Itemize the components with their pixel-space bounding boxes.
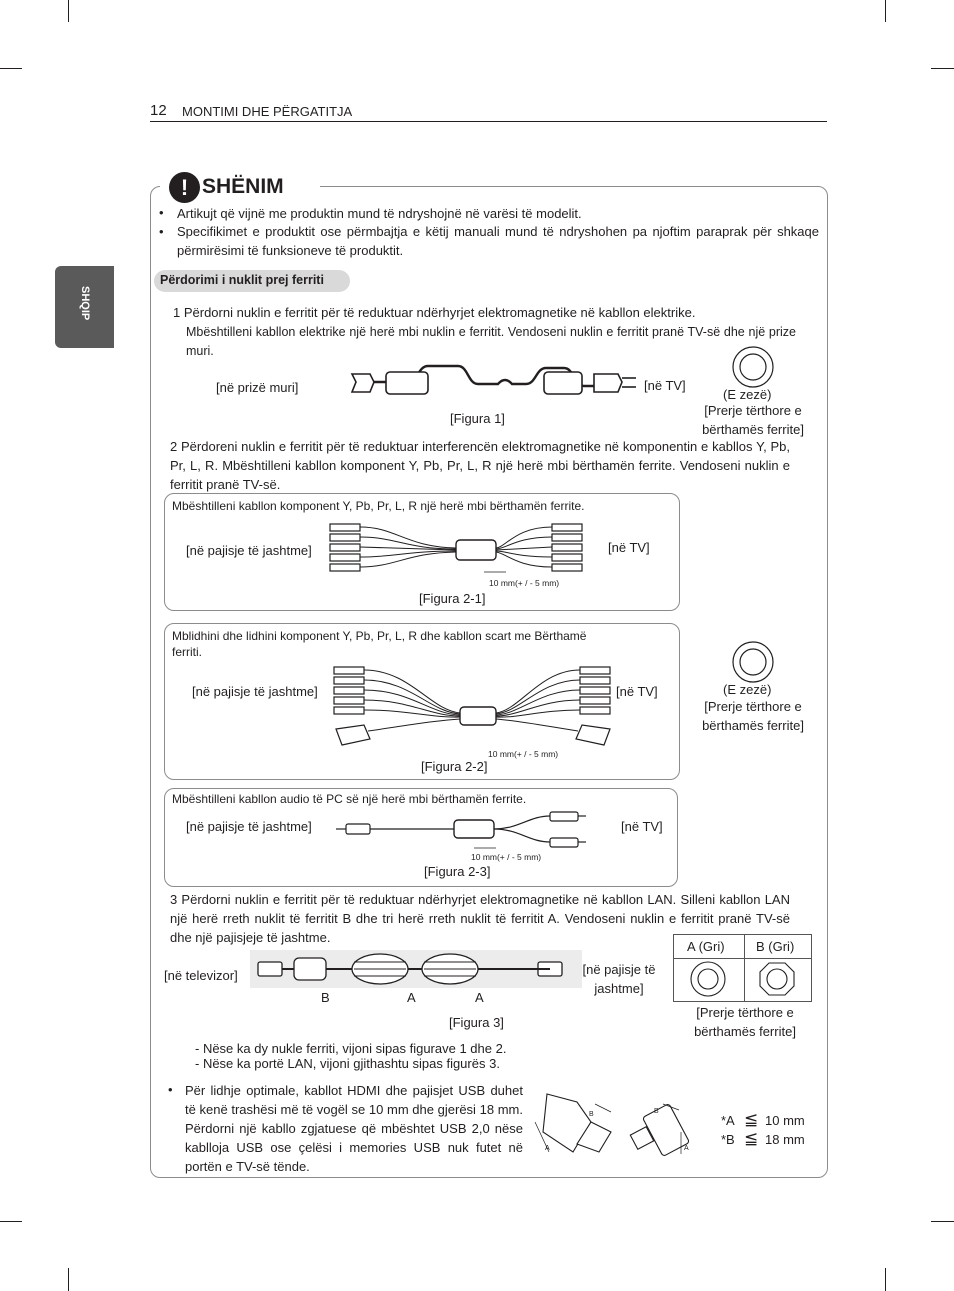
ferrite-subtitle: Përdorimi i nuklit prej ferriti (160, 273, 324, 287)
fig21-dim: 10 mm(+ / - 5 mm) (489, 578, 560, 588)
table-col-b: B (Gri) (756, 939, 795, 954)
fig1-left-label: [në prizë muri] (216, 380, 299, 395)
cross2-label: (E zezë) (723, 682, 772, 697)
fig3-left-label: [në televizor] (164, 968, 238, 983)
crop-mark (0, 1221, 22, 1222)
fig23-left-label: [në pajisje të jashtme] (186, 819, 312, 834)
exclamation-icon: ! (169, 172, 200, 203)
power-cable-diagram (348, 360, 638, 405)
bullet-icon: • (159, 224, 164, 239)
pc-audio-cable-diagram (334, 808, 596, 852)
bullet-icon: • (159, 205, 164, 220)
crop-mark (68, 1268, 69, 1291)
hdmi-text: Për lidhje optimale, kabllot HDMI dhe pajisjet USB duhet të kenë trashësi më të vogël se 10 mm dhe gjerësi 18 mm. Përdorni një kabllo zgjatuese që mbështet USB 2,0 nëse kablloja USB ose çelësi i memories USB nuk futet në portën e TV-së tënde. (185, 1083, 523, 1174)
fig22-left-label: [në pajisje të jashtme] (192, 684, 318, 699)
cross2-desc: [Prerje tërthore e bërthamës ferrite] (702, 699, 804, 733)
bullet-icon: • (168, 1082, 173, 1097)
crop-mark (931, 68, 954, 69)
note-bullet-2: Specifikimet e produktit ose përmbajtja e këtij manuali mund të ndryshohen pa njoftim paraprak për shkaqe përmirësimi të funksioneve të produktit. (177, 224, 819, 258)
ferrite-note-2: - Nëse ka portë LAN, vijoni gjithashtu sipas figurës 3. (195, 1056, 500, 1071)
ferrite-cross-section-icon (731, 345, 775, 389)
cross1-desc: [Prerje tërthore e bërthamës ferrite] (702, 403, 804, 437)
page-number: 12 (150, 102, 167, 119)
less-equal-icon: ≦ (744, 1129, 759, 1148)
component-cable-diagram (326, 522, 588, 582)
fig22-right-label: [në TV] (616, 684, 658, 699)
ferrite-b-cross-section-icon (757, 960, 797, 998)
spec-b-label: *B (721, 1132, 735, 1147)
fig21-left-label: [në pajisje të jashtme] (186, 543, 312, 558)
step3-text: 3 Përdorni nuklin e ferritit për të reduktuar ndërhyrjet elektromagnetike në kabllon LAN. Silleni kabllon LAN një herë rreth nuklit të ferritit B dhe tri herë rreth nuklit të ferritit A. Vendoseni nuklin e ferritit pranë TV-së dhe një pajisjeje të jashtme. (170, 892, 790, 945)
fig22-dim: 10 mm(+ / - 5 mm) (488, 749, 559, 759)
crop-mark (885, 1268, 886, 1291)
cross1-label: (E zezë) (723, 387, 772, 402)
fig22-note: Mblidhini dhe lidhini komponent Y, Pb, Pr, L, R dhe kabllon scart me Bërthamë ferriti. (172, 629, 587, 659)
table-col-a: A (Gri) (687, 939, 725, 954)
fig23-dim: 10 mm(+ / - 5 mm) (471, 852, 542, 862)
diagram-label-b: B (589, 1111, 594, 1118)
fig1-right-label: [në TV] (644, 378, 686, 393)
fig23-note: Mbështilleni kabllon audio të PC së një herë mbi bërthamën ferrite. (172, 792, 527, 806)
note-title: SHËNIM (202, 175, 284, 198)
spec-a-label: *A (721, 1113, 735, 1128)
table-desc: [Prerje tërthore e bërthamës ferrite] (694, 1005, 796, 1039)
fig21-note: Mbështilleni kabllon komponent Y, Pb, Pr, L, R një herë mbi bërthamën ferrite. (172, 499, 585, 513)
less-equal-icon: ≦ (744, 1110, 759, 1129)
ferrite-note-1: - Nëse ka dy nukle ferriti, vijoni sipas figurave 1 dhe 2. (195, 1041, 507, 1056)
language-tab[interactable] (55, 266, 114, 348)
note-bullet-1: Artikujt që vijnë me produktin mund të ndryshojnë në varësi të modelit. (177, 206, 582, 221)
language-tab-label: SHQIP (79, 286, 91, 321)
ferrite-cross-section-icon (731, 640, 775, 684)
component-scart-cable-diagram (330, 665, 616, 757)
fig3-caption: [Figura 3] (449, 1015, 504, 1030)
fig3-label-b: B (321, 990, 330, 1005)
fig3-label-a1: A (407, 990, 416, 1005)
diagram-label-b-usb: B (654, 1108, 659, 1115)
header-rule (150, 121, 827, 122)
spec-b-value: 18 mm (765, 1132, 805, 1147)
lan-cable-diagram (250, 950, 582, 990)
crop-mark (931, 1221, 954, 1222)
crop-mark (885, 0, 886, 22)
fig21-caption: [Figura 2-1] (419, 591, 486, 606)
fig3-label-a2: A (475, 990, 484, 1005)
fig1-caption: [Figura 1] (450, 411, 505, 426)
fig23-caption: [Figura 2-3] (424, 864, 491, 879)
fig21-right-label: [në TV] (608, 540, 650, 555)
diagram-label-a: A (545, 1145, 550, 1152)
crop-mark (68, 0, 69, 22)
crop-mark (0, 68, 22, 69)
section-title: MONTIMI DHE PËRGATITJA (182, 104, 353, 119)
spec-a-value: 10 mm (765, 1113, 805, 1128)
step2-text: 2 Përdoreni nuklin e ferritit për të reduktuar interferencën elektromagnetike në komponentin e kabllos Y, Pb, Pr, L, R. Mbështilleni kabllon komponent Y, Pb, Pr, L, R një herë mbi bërthamën ferrite. Vendoseni nuklin e ferritit pranë TV-së. (170, 439, 790, 492)
diagram-label-a-usb: A (684, 1145, 689, 1152)
step1-sub: Mbështilleni kabllon elektrike një herë mbi nuklin e ferritit. Vendoseni nuklin e ferritit pranë TV-së dhe një prize muri. (186, 325, 796, 358)
fig23-right-label: [në TV] (621, 819, 663, 834)
step1-main: 1 Përdorni nuklin e ferritit për të reduktuar ndërhyrjet elektromagnetike në kabllon elektrike. (173, 305, 696, 320)
fig22-caption: [Figura 2-2] (421, 759, 488, 774)
ferrite-a-cross-section-icon (688, 960, 728, 998)
fig3-right-label: [në pajisje të jashtme] (582, 962, 656, 996)
